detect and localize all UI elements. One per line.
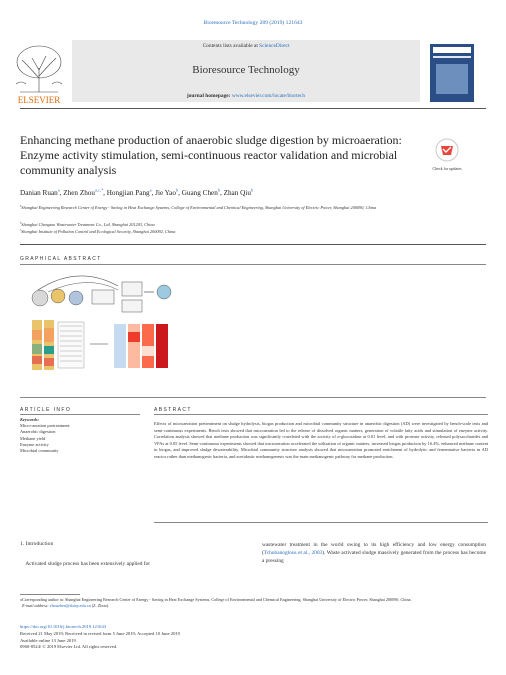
affiliation-b (20, 222, 490, 228)
intro-column-2 (262, 541, 486, 565)
keyword-item: Enzyme activity (20, 441, 49, 447)
abstract-text: Effects of microaeration pretreatment on sludge hydrolysis, biogas production and microbial community structure in anaerobic digestion (AD) were investigated by bench-scale tests and semi-continuous experiments. Bench tests showed that microaeration led to the release of dissolved organic matters, generation of volatile fatty acids and stimulation of enzyme activity. Correlation analysis showed that methane production was significantly correlated with the activity of α-glucosidase at 0.01 level, and with protease activity, released polysaccharides and VFAs at 0.05 level. Semi-continuous experiments showed that microaeration accelerated the utilization of organic matters, increased biogas production by 16.4%, enhanced methane content in biogas, and improved sludge dewaterability. Microbial community structure analysis showed that microaeration promoted enrichment of hydrolytic and fermentative bacteria in AD reactor rather than methanogenic bacteria, and acetidastic methanogenesis was the main methanogenic pathway for methane production. (154, 421, 488, 459)
affil-text: Shanghai Engineering Research Center of Energy - Saving in Heat Exchange Systems, College of Environmental and Chemical Engineering, Shanghai University of Electric Power, Shanghai 200090, China (21, 205, 377, 210)
check-for-updates-label[interactable]: Check for updates (432, 166, 462, 171)
ga-node (69, 291, 83, 305)
available-online: Available online 13 June 2019 (20, 637, 76, 643)
homepage-prefix: journal homepage: (186, 93, 232, 99)
footnote-rule (20, 594, 80, 595)
author-name[interactable]: Guang Chen (181, 189, 218, 197)
footnote (20, 597, 488, 609)
author-name[interactable]: Zhan Qiu (223, 189, 251, 197)
check-for-updates-icon[interactable] (434, 137, 460, 165)
graphical-abstract-figure (18, 268, 208, 386)
cover-image (436, 64, 468, 94)
ga-node (32, 290, 48, 306)
journal-citation: Bioresource Technology 289 (2019) 121643 (203, 20, 303, 26)
graphical-abstract-heading: GRAPHICAL ABSTRACT (20, 256, 102, 262)
author-name[interactable]: Danian Ruan (20, 189, 58, 197)
keyword-item: Micro-aeration pretreatment (20, 423, 70, 429)
elsevier-wordmark: ELSEVIER (17, 95, 61, 105)
intro-col2-text-end: ). Waste activated sludge massively generated from the process has become a pressing (262, 550, 486, 564)
publication-info (20, 624, 180, 651)
ga-legend (58, 322, 84, 368)
affil-sup: b (20, 221, 22, 225)
keyword-item: Microbial community (20, 448, 59, 454)
contents-line (72, 43, 420, 49)
contents-prefix: Contents lists available at (202, 43, 260, 49)
affiliation-a (20, 205, 490, 211)
ga-bar (44, 358, 54, 366)
keyword-item: Methane yield (20, 435, 46, 441)
ga-bar (32, 330, 42, 340)
author-name[interactable]: Zhen Zhou (63, 189, 95, 197)
author-list: Danian Ruan$^a$, Zhen Zhou$^{a,c,*}$, Hongjian Pang$^a$, Jie Yao$^b$, Guang Chen$^b$, Zhan Qiu$^b$ (20, 187, 254, 197)
journal-homepage (72, 93, 420, 99)
elsevier-tree-logo (6, 40, 72, 106)
abstract-rule (154, 414, 488, 415)
ga-node (157, 285, 171, 299)
author-affiliation-marker: b (217, 187, 220, 193)
sciencedirect-link[interactable]: ScienceDirect (259, 43, 290, 49)
author-affiliation-marker: a,c,* (95, 187, 104, 193)
citation-link[interactable]: Tchobanoglous et al., 2003 (263, 550, 323, 556)
journal-cover-thumbnail (430, 44, 474, 102)
article-title: Enhancing methane production of anaerobic sludge digestion by microaeration: Enzyme activity stimulation, semi-continuous reactor validation and microbial community analysis (20, 133, 402, 177)
ga-box (122, 300, 142, 312)
author-name[interactable]: Hongjian Pang (106, 189, 150, 197)
cover-divider (433, 56, 471, 58)
ga-box (92, 290, 114, 304)
keyword-item: Anaerobic digestion (20, 429, 56, 435)
cover-title-strip (433, 47, 471, 53)
affiliation-c (20, 229, 490, 235)
doi-link[interactable]: https://doi.org/10.1016/j.biortech.2019.121643 (20, 624, 107, 629)
abstract-end-rule (154, 522, 488, 523)
article-info-heading: ARTICLE INFO (20, 407, 72, 413)
email-link[interactable]: zhouzhen@shiep.edu.cn (49, 602, 91, 608)
keywords-heading: Keywords: (20, 417, 40, 422)
intro-col2-text: wastewater treatment in the world owing to its high efficiency and low energy consumption ( (262, 542, 486, 556)
ga-bar (32, 344, 42, 354)
affiliation-rule (20, 244, 486, 245)
intro-col1-text: Activated sludge process has been extensively applied for (25, 561, 151, 567)
affil-sup: c (20, 228, 22, 232)
corresponding-author-note: ⁎Corresponding author at: Shanghai Engineering Research Center of Energy - Saving in Heat Exchange Systems, College of Environmental and Chemical Engineering, Shanghai University of Electric Power, Shanghai 200090, China. (20, 597, 412, 602)
affil-sup: a (20, 204, 22, 208)
ga-bar (32, 356, 42, 364)
author-name[interactable]: Jie Yao (155, 189, 176, 197)
author-affiliation-marker: b (250, 187, 254, 193)
homepage-link[interactable]: www.elsevier.com/locate/biortech (231, 93, 306, 99)
received-dates: Received 21 May 2019; Received in revised form 5 June 2019; Accepted 10 June 2019 (20, 630, 180, 636)
ga-bottom-rule (20, 397, 486, 398)
keywords-block (20, 417, 140, 454)
article-info-rule (20, 414, 140, 415)
introduction-heading: 1. Introduction (20, 541, 54, 547)
abstract-heading: ABSTRACT (154, 407, 192, 413)
copyright: 0960-8524/ © 2019 Elsevier Ltd. All rights reserved. (20, 644, 118, 650)
author-affiliation-marker: b (175, 187, 179, 193)
ga-box (122, 282, 142, 296)
author-affiliation-marker: a (149, 187, 152, 193)
email-label: E-mail address: (22, 602, 50, 608)
affil-text: Shanghai Institute of Pollution Control and Ecological Security, Shanghai 200092, China (21, 229, 176, 234)
ga-rule (20, 264, 486, 265)
affil-text: Shanghai Chengtou Wastewater Treatment Co., Ltd, Shanghai 201203, China (21, 222, 155, 227)
ga-bar (44, 328, 54, 342)
email-suffix: (Z. Zhou). (90, 602, 110, 608)
header-rule (20, 108, 486, 109)
journal-name: Bioresource Technology (192, 64, 300, 76)
author-affiliation-marker: a (57, 187, 60, 193)
ga-node (51, 289, 65, 303)
intro-column-1 (20, 560, 244, 568)
ga-bar (44, 346, 54, 354)
